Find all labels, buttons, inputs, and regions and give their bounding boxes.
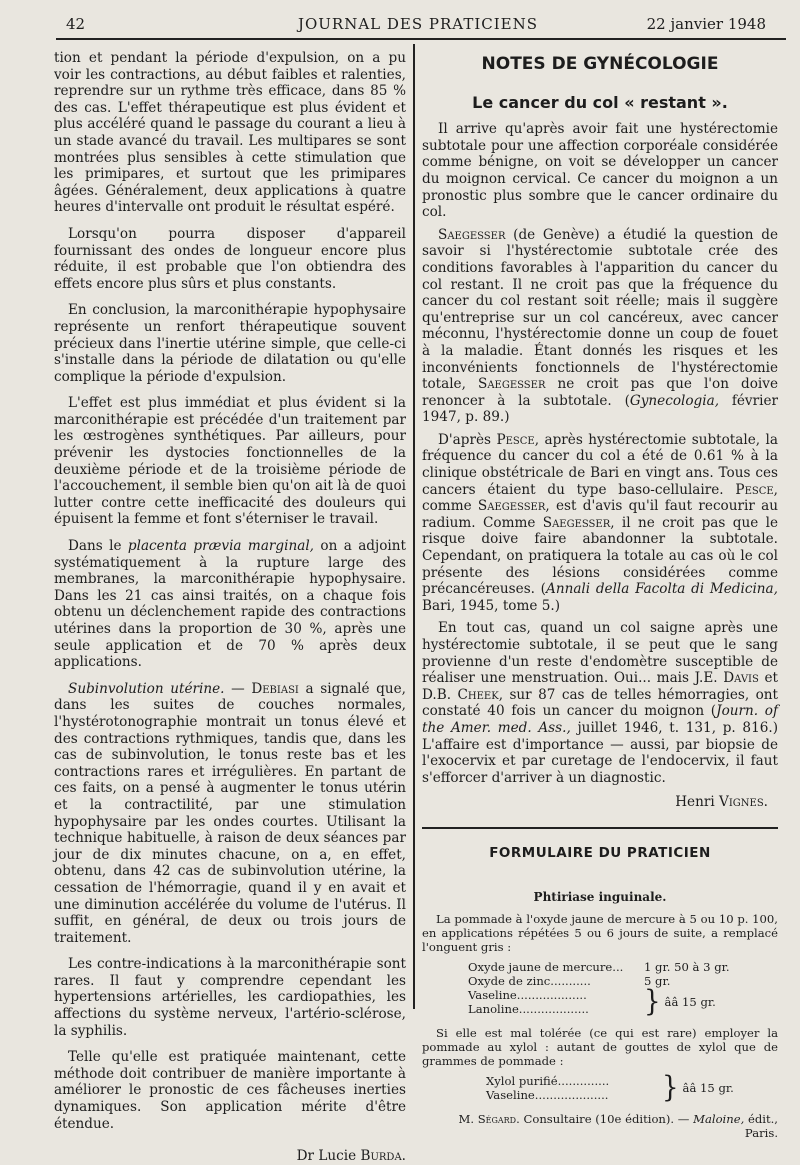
author-name: Pesce: [735, 481, 774, 498]
text: Dans le: [68, 538, 128, 555]
subheading: Subinvolution utérine.: [68, 680, 225, 697]
author-name: Ségard: [477, 1111, 517, 1126]
recipe-group: [486, 1071, 778, 1105]
author-name: Davis: [723, 670, 759, 687]
recipe-1: [468, 959, 778, 1019]
section-separator: [422, 827, 778, 829]
author-name: Debiasi: [251, 680, 299, 697]
formulaire-title: FORMULAIRE DU PRATICIEN: [489, 844, 711, 861]
ingredient-group: [468, 988, 644, 1016]
text: Bari, 1945, tome 5.): [422, 597, 560, 614]
left-paragraph-1: tion et pendant la période d'expulsion, on a pu voir les contractions, au début faibles et ralenties, reprendre sur un rythme très efficace, dans 85 % des cas. L'effet thérapeutique est plus évident et plus accéléré quand le passage du courant a lieu à un stade avancé du travail. Les multipares se sont montrées plus sensibles à cette stimulation que les primipares, et surtout que les primipares âgées. Généralement, deux applications à quatre heures d'intervalle ont produit le résultat espéré.: [54, 50, 406, 216]
right-paragraph-3: [422, 432, 778, 615]
ingredient: Xylol purifié..............: [486, 1073, 610, 1088]
citation: Annali della Facolta di Medicina,: [546, 581, 778, 598]
page-number: 42: [66, 15, 86, 33]
right-brace-icon: }: [662, 1071, 679, 1105]
right-brace-icon: }: [644, 985, 661, 1019]
ingredient: Vaseline...................: [468, 987, 587, 1002]
page-header: [56, 8, 780, 36]
text: En tout cas, quand un col saigne après une hystérectomie subtotale, il se peut que le sang provienne d'un reste d'endomètre susceptible de réaliser une menstruation. Oui... mais J.E.: [422, 620, 778, 687]
left-paragraph-5: [54, 538, 406, 671]
text: , il ne croit pas que le risque doive faire abandonner la subtotale. Cependant, on pratiquera la totale au cas où le col présente des lésions considérées comme précancéreuses. (: [422, 514, 778, 598]
left-paragraph-2: Lorsqu'on pourra disposer d'appareil fournissant des ondes de longueur encore plus réduite, il est probable que l'on obtiendra des effets encore plus sûrs et plus constants.: [54, 225, 406, 292]
dose: 1 gr. 50 à 3 gr.: [644, 959, 730, 974]
ingredient: Lanoline...................: [468, 1001, 589, 1016]
author-name: Vignes.: [719, 794, 768, 811]
text: juillet 1946, t. 131, p. 816.) L'affaire est d'importance — aussi, par biopsie de l'exocervix et par curetage de l'endocervix, il faut s'efforcer d'arriver à un diagnostic.: [422, 719, 778, 786]
author-name: Saegesser: [542, 514, 611, 531]
text: Dr Lucie: [296, 1148, 361, 1165]
left-paragraph-3: En conclusion, la marconithérapie hypophysaire représente un renfort thérapeutique souvent précieux dans l'inertie utérine simple, que celle-ci s'installe dans la période de dilatation ou qu'elle complique la période d'expulsion.: [54, 302, 406, 385]
text: , après hystérectomie subtotale, la fréquence du cancer du col a été de 0.61 % à la clinique obstétricale de Bari en vingt ans. Tous ces cancers étaient du type baso-cellulaire.: [422, 431, 778, 498]
text: D'après: [438, 431, 497, 448]
publisher: Maloine,: [693, 1111, 745, 1126]
citation: Journ. of the Amer. med. Ass.,: [422, 703, 779, 736]
ingredient: Oxyde jaune de mercure...: [468, 959, 624, 974]
text: , sur 87 cas de telles hémorragies, ont constaté 40 fois un cancer du moignon (: [422, 686, 778, 720]
text: a signalé que, dans les suites de couches normales, l'hystérotonographie montrait un tonus élevé et des contractions rythmiques, tandis que, dans les cas de subinvolution, le tonus reste bas et les contractions rares et irrégulières. En partant de ces faits, on a pensé à augmenter le tonus utérin et la contractilité, par une stimulation hypophysaire par les ondes courtes. Utilisant la technique habituelle, à raison de deux séances par jour de dix minutes chacune, on a, en effet, obtenu, dans 42 cas de subinvolution utérine, la cessation de l'hémorragie, quand il y en avait et une diminution accélérée du volume de l'utérus. Il suffit, en général, de deux ou trois jours de traitement.: [54, 680, 406, 946]
author-name: Saegesser: [477, 498, 546, 515]
emphasis: placenta prævia marginal,: [127, 538, 314, 555]
formulaire-body: [422, 890, 778, 1140]
left-paragraph-8: Telle qu'elle est pratiquée maintenant, cette méthode doit contribuer de manière importante à améliorer le pronostic de ces fâcheuses inerties dynamiques. Son application mérite d'être étendue.: [54, 1049, 406, 1132]
left-signature: [54, 1148, 406, 1165]
text: (de Genève) a étudié la question de savoir si l'hystérectomie subtotale crée des conditions favorables à l'apparition du cancer du col restant. Il ne croit pas que la fréquence du cancer du col restant soit réelle; mais il suggère qu'entreprise sur un col cancéreux, avec cancer méconnu, l'hystérectomie donne un coup de fouet à la maladie. Étant donnés les risques et les inconvénients fonctionnels de l'hystérectomie totale,: [422, 226, 778, 393]
journal-title: JOURNAL DES PRATICIENS: [297, 15, 539, 33]
author-name: Cheek: [457, 686, 499, 703]
author-name: Pesce: [496, 431, 535, 448]
left-paragraph-7: Les contre-indications à la marconithérapie sont rares. Il faut y comprendre cependant les hypertensions artérielles, les cardiopathies, les affections du système nerveux, l'artério-sclérose, la syphilis.: [54, 956, 406, 1039]
formulaire-subtitle: Phtiriase inguinale.: [533, 889, 667, 904]
text: M.: [458, 1111, 478, 1126]
recipe-row: [468, 960, 778, 974]
right-signature: [422, 794, 778, 811]
formulaire-reference: [422, 1112, 778, 1140]
ingredient: Vaseline....................: [486, 1087, 609, 1102]
ingredient-group: [486, 1074, 662, 1102]
text: édit., Paris.: [744, 1111, 778, 1140]
left-column: [54, 50, 406, 1165]
author-name: Burda.: [360, 1148, 406, 1165]
dose: ââ 15 gr.: [682, 1080, 734, 1095]
recipe-row: [468, 974, 778, 988]
right-paragraph-4: [422, 620, 778, 786]
right-paragraph-1: Il arrive qu'après avoir fait une hystérectomie subtotale pour une affection corporéale considérée comme bénigne, on voit se développer un cancer du moignon cervical. Ce cancer du moignon a un pronostic plus sombre que le cancer ordinaire du col.: [422, 121, 778, 221]
recipe-2: [486, 1071, 778, 1105]
left-paragraph-6: [54, 681, 406, 947]
formulaire-intro: La pommade à l'oxyde jaune de mercure à 5 ou 10 p. 100, en applications répétées 5 ou 6 jours de suite, a remplacé l'onguent gris :: [422, 911, 778, 954]
right-paragraph-2: [422, 227, 778, 426]
section-title: NOTES DE GYNÉCOLOGIE: [481, 54, 719, 74]
text: ne croit pas que l'on doive renoncer à la subtotale. (: [422, 376, 779, 409]
text: , comme: [422, 481, 778, 515]
text: , est d'avis qu'il faut recourir au radium. Comme: [422, 498, 778, 531]
text: . Consultaire (10e édition). —: [516, 1111, 694, 1126]
issue-date: 22 janvier 1948: [646, 15, 766, 33]
header-rule: [56, 38, 786, 40]
column-rule: [413, 44, 415, 1009]
ingredient: Oxyde de zinc...........: [468, 973, 591, 988]
article-title: Le cancer du col « restant ».: [472, 92, 728, 112]
author-name: Saegesser: [478, 376, 546, 393]
dose: 5 gr.: [644, 973, 671, 988]
left-paragraph-4: L'effet est plus immédiat et plus évident si la marconithérapie est précédée d'un traitement par les œstrogènes synthétiques. Par ailleurs, pour prévenir les dystocies fonctionnelles de la deuxième période et de la troisième période de l'accouchement, il semble bien qu'on ait là de quoi lutter contre cette inefficacité des douleurs qui épuisent la femme et font s'éterniser le travail.: [54, 395, 406, 528]
author-name: Saegesser: [438, 226, 506, 243]
formulaire-note: Si elle est mal tolérée (ce qui est rare) employer la pommade au xylol : autant de gouttes de xylol que de grammes de pommade :: [422, 1025, 778, 1068]
recipe-group: [468, 985, 778, 1019]
dose: ââ 15 gr.: [664, 994, 716, 1009]
text: Henri: [675, 794, 720, 811]
text: —: [224, 680, 252, 697]
text: on a adjoint systématiquement à la rupture large des membranes, la marconithérapie hypophysaire. Dans les 21 cas ainsi traités, on a chaque fois obtenu un déclenchement rapide des contractions utérines dans la proportion de 30 %, après une seule application et de 70 % après deux applications.: [54, 538, 406, 671]
right-column: [422, 50, 778, 1146]
text: et D.B.: [422, 670, 778, 703]
text: février 1947, p. 89.): [422, 392, 778, 426]
citation: Gynecologia,: [629, 392, 720, 409]
